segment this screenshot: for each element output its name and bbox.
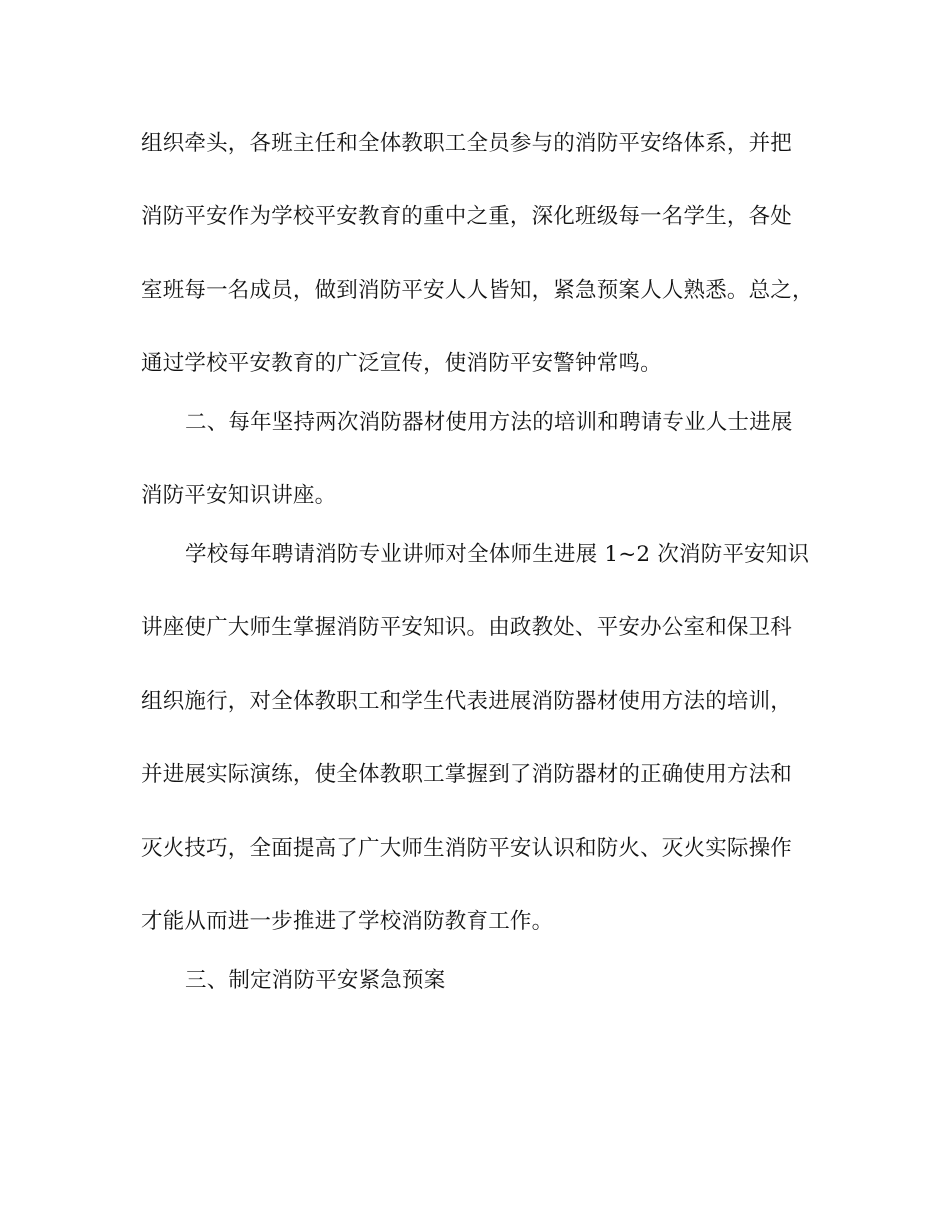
paragraph-line: 组织牵头，各班主任和全体教职工全员参与的消防平安络体系，并把 [141, 131, 793, 156]
paragraph-line: 学校每年聘请消防专业讲师对全体师生进展 1~2 次消防平安知识 [185, 542, 810, 567]
section-heading-two: 二、每年坚持两次消防器材使用方法的培训和聘请专业人士进展 [185, 410, 793, 435]
paragraph-line: 讲座使广大师生掌握消防平安知识。由政教处、平安办公室和保卫科 [141, 615, 793, 640]
section-heading-two-continued: 消防平安知识讲座。 [141, 483, 337, 508]
paragraph-line: 通过学校平安教育的广泛宣传，使消防平安警钟常鸣。 [141, 351, 662, 376]
paragraph-line: 消防平安作为学校平安教育的重中之重，深化班级每一名学生，各处 [141, 204, 793, 229]
paragraph-line: 灭火技巧，全面提高了广大师生消防平安认识和防火、灭火实际操作 [141, 836, 793, 861]
paragraph-line: 才能从而进一步推进了学校消防教育工作。 [141, 909, 554, 934]
section-heading-three: 三、制定消防平安紧急预案 [185, 968, 446, 993]
paragraph-line: 并进展实际演练，使全体教职工掌握到了消防器材的正确使用方法和 [141, 762, 793, 787]
paragraph-line: 室班每一名成员，做到消防平安人人皆知，紧急预案人人熟悉。总之， [141, 278, 814, 303]
paragraph-line: 组织施行，对全体教职工和学生代表进展消防器材使用方法的培训， [141, 689, 793, 714]
